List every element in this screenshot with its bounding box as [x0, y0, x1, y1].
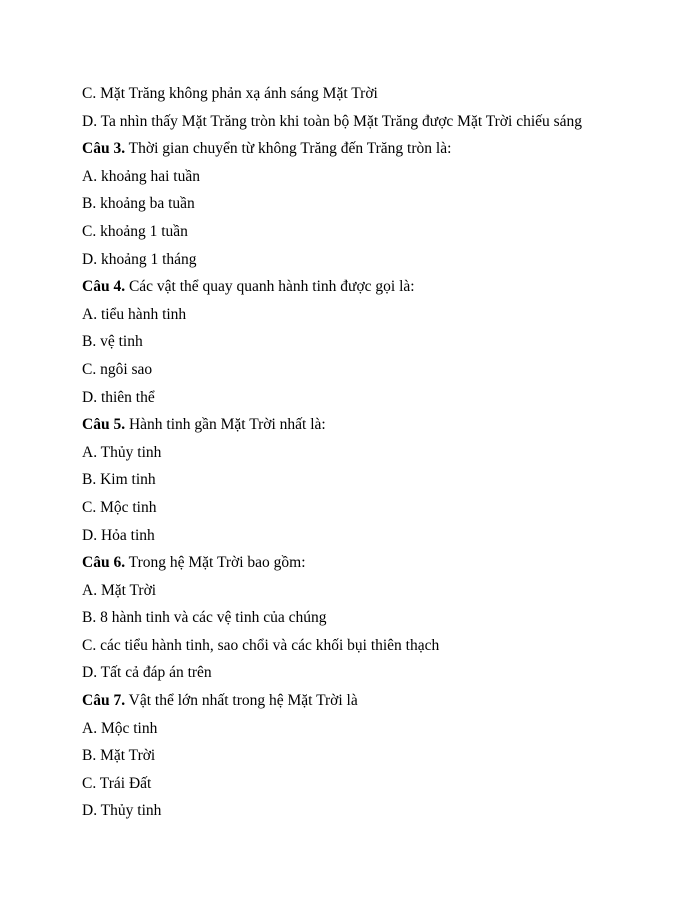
answer-option: D. Thủy tinh — [82, 802, 162, 820]
question-number: Câu 5. — [82, 416, 126, 434]
answer-option: D. Tất cả đáp án trên — [82, 664, 212, 682]
answer-option: A. Mộc tinh — [82, 719, 158, 737]
answer-option: D. Hỏa tinh — [82, 526, 155, 544]
answer-option: A. khoảng hai tuần — [82, 167, 200, 185]
answer-option: B. vệ tinh — [82, 333, 143, 351]
question-text: Các vật thể quay quanh hành tinh được gọi là: — [125, 278, 415, 296]
answer-option: B. Kim tinh — [82, 471, 156, 489]
answer-option: A. Thủy tinh — [82, 443, 162, 461]
question-line — [82, 135, 682, 163]
question-text: Hành tinh gần Mặt Trời nhất là: — [125, 416, 326, 434]
answer-option: C. các tiểu hành tinh, sao chổi và các khối bụi thiên thạch — [82, 636, 440, 654]
question-number: Câu 4. — [82, 278, 126, 296]
question-number: Câu 3. — [82, 140, 126, 158]
question-text: Thời gian chuyển từ không Trăng đến Trăng tròn là: — [125, 140, 452, 158]
answer-option: C. Mộc tinh — [82, 498, 157, 516]
question-line — [82, 411, 682, 439]
question-text: Vật thể lớn nhất trong hệ Mặt Trời là — [125, 692, 358, 710]
answer-option: D. khoảng 1 tháng — [82, 250, 197, 268]
question-number: Câu 7. — [82, 692, 126, 710]
answer-option: C. khoảng 1 tuần — [82, 222, 188, 240]
answer-option: D. thiên thể — [82, 388, 155, 406]
document-page — [82, 80, 682, 825]
question-text: Trong hệ Mặt Trời bao gồm: — [125, 554, 306, 572]
answer-option: B. khoảng ba tuần — [82, 195, 195, 213]
answer-option: C. Trái Đất — [82, 774, 152, 792]
answer-option: B. Mặt Trời — [82, 747, 156, 765]
question-line — [82, 687, 682, 715]
answer-option: D. Ta nhìn thấy Mặt Trăng tròn khi toàn bộ Mặt Trăng được Mặt Trời chiếu sáng — [82, 112, 583, 130]
answer-option: A. tiểu hành tinh — [82, 305, 187, 323]
question-line — [82, 273, 682, 301]
answer-option: A. Mặt Trời — [82, 581, 157, 599]
question-line — [82, 549, 682, 577]
question-number: Câu 6. — [82, 554, 126, 572]
answer-option: C. ngôi sao — [82, 360, 153, 378]
answer-option: B. 8 hành tinh và các vệ tinh của chúng — [82, 609, 327, 627]
answer-option: C. Mặt Trăng không phản xạ ánh sáng Mặt Trời — [82, 85, 378, 102]
